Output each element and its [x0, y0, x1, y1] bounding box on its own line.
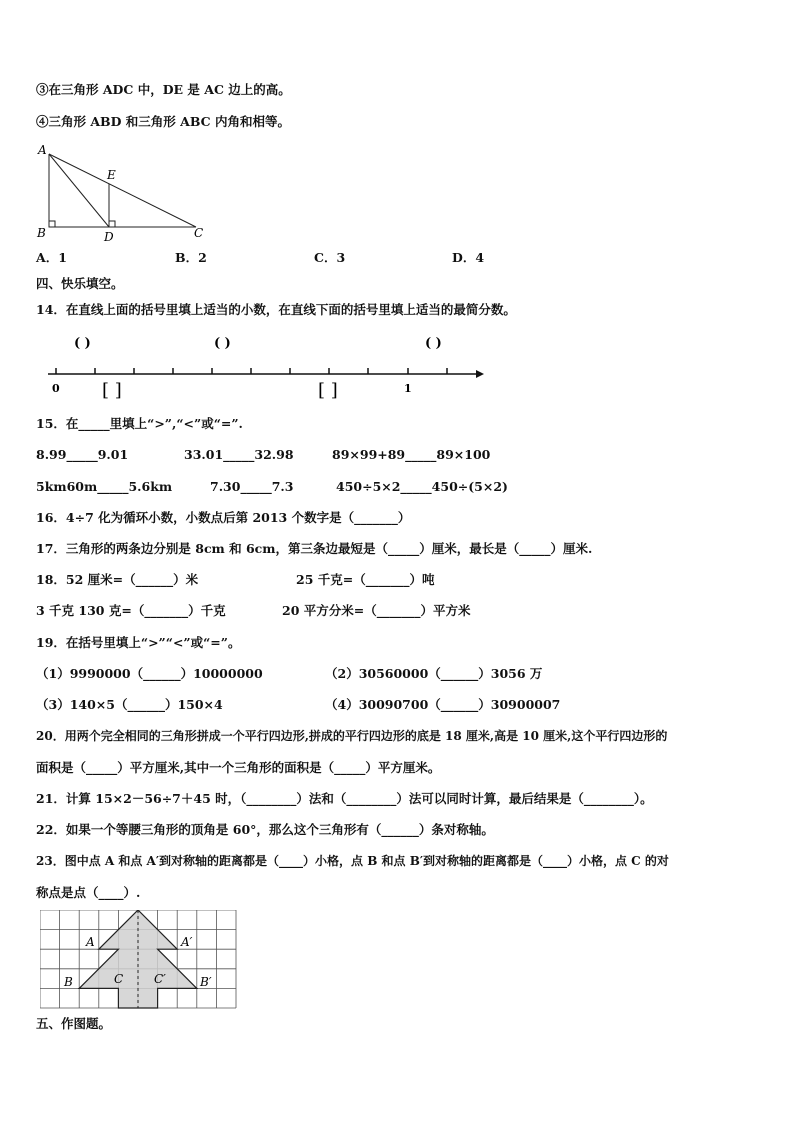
label-one: 1 [404, 382, 412, 395]
question-15: 15．在_____里填上“>”,“<”或“=”. [36, 416, 243, 431]
question-20-line-2: 面积是（_____）平方厘米,其中一个三角形的面积是（_____）平方厘米。 [36, 760, 441, 775]
q15-r2-a: 5km60m_____5.6km [36, 479, 173, 494]
question-22: 22．如果一个等腰三角形的顶角是 60°，那么这个三角形有（______）条对称轴。 [36, 822, 494, 837]
top-blank-3: ( ) [425, 336, 442, 351]
q15-r1-a: 8.99_____9.01 [36, 447, 129, 462]
question-23-line-2: 称点是点（____）. [36, 885, 141, 900]
label-d: D [104, 230, 114, 244]
question-18b: 25 千克=（_______）吨 [296, 572, 435, 587]
q15-r2-b: 7.30_____7.3 [210, 479, 294, 494]
section-5-title: 五、作图题。 [36, 1016, 112, 1031]
question-23-line-1: 23．图中点 A 和点 A′到对称轴的距离都是（____）小格，点 B 和点 B′到对称轴的距离都是（____）小格，点 C 的对 [36, 854, 669, 868]
question-18c: 3 千克 130 克=（_______）千克 [36, 603, 226, 618]
question-19-4: （4）30090700（______）30900007 [325, 697, 561, 712]
bottom-blank-2: [ ] [318, 380, 338, 401]
statement-3: ③在三角形 ADC 中，DE 是 AC 边上的高。 [36, 82, 291, 97]
choice-a[interactable]: A．1 [36, 250, 67, 265]
question-17: 17．三角形的两条边分别是 8cm 和 6cm，第三条边最短是（_____）厘米，最长是（_____）厘米. [36, 541, 593, 556]
q15-r2-c: 450÷5×2_____450÷(5×2) [336, 479, 508, 494]
triangle-figure [34, 140, 214, 244]
label-c: C [194, 226, 204, 240]
label-b: B [64, 975, 73, 989]
question-16: 16．4÷7 化为循环小数，小数点后第 2013 个数字是（_______） [36, 510, 411, 525]
right-angle-d [109, 221, 115, 227]
segment-ad [49, 154, 109, 227]
top-blank-1: ( ) [74, 336, 91, 351]
question-18d: 20 平方分米=（_______）平方米 [282, 603, 471, 618]
label-c: C [114, 972, 124, 986]
segment-ac [49, 154, 196, 227]
question-19-1: （1）9990000（______）10000000 [36, 666, 263, 681]
label-a: A [86, 935, 95, 949]
section-4-title: 四、快乐填空。 [36, 276, 124, 291]
question-21: 21．计算 15×2－56÷7＋45 时，（________）法和（________）法可以同时计算，最后结果是（________）。 [36, 791, 653, 806]
question-19: 19．在括号里填上“>”“<”或“=”。 [36, 635, 241, 650]
label-b-prime: B′ [200, 975, 212, 989]
bottom-blank-1: [ ] [102, 380, 122, 401]
top-blank-2: ( ) [214, 336, 231, 351]
choice-c[interactable]: C．3 [314, 250, 346, 265]
right-angle-b [49, 221, 55, 227]
arrow-head [476, 370, 484, 378]
q15-r1-c: 89×99+89_____89×100 [332, 447, 491, 462]
label-a-prime: A′ [181, 935, 193, 949]
label-a: A [38, 143, 47, 157]
question-19-3: （3）140×5（______）150×4 [36, 697, 223, 712]
statement-4: ④三角形 ABD 和三角形 ABC 内角和相等。 [36, 114, 290, 129]
tree-grid-figure [40, 910, 240, 1012]
tick-marks [56, 368, 447, 374]
question-20-line-1: 20．用两个完全相同的三角形拼成一个平行四边形,拼成的平行四边形的底是 18 厘米,高是 10 厘米,这个平行四边形的 [36, 729, 668, 743]
question-14: 14．在直线上面的括号里填上适当的小数，在直线下面的括号里填上适当的最简分数。 [36, 302, 516, 317]
q15-r1-b: 33.01_____32.98 [184, 447, 294, 462]
choice-b[interactable]: B．2 [175, 250, 207, 265]
number-line [36, 330, 486, 405]
question-19-2: （2）30560000（______）3056 万 [325, 666, 543, 681]
label-c-prime: C′ [154, 972, 166, 986]
choice-d[interactable]: D．4 [452, 250, 485, 265]
question-18a: 18．52 厘米=（______）米 [36, 572, 199, 587]
label-b: B [37, 226, 46, 240]
label-zero: 0 [52, 382, 60, 395]
label-e: E [107, 168, 116, 182]
